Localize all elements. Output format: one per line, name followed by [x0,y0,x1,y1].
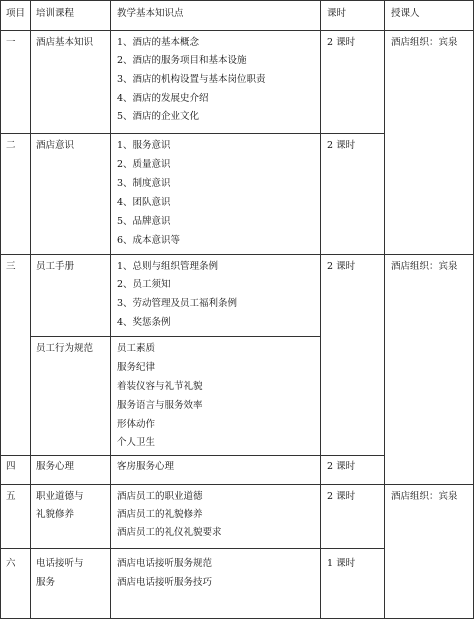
table-rule [110,0,111,619]
row-course: 酒店意识 [36,140,75,151]
row-point: 6、成本意识等 [117,235,181,246]
row-point: 2、酒店的服务项目和基本设施 [117,55,247,66]
row-course: 酒店基本知识 [36,37,94,48]
table-rule [0,133,385,134]
row-point: 4、团队意识 [117,197,171,208]
row-item: 一 [6,37,16,48]
table-rule [30,336,321,337]
table-rule [0,455,385,456]
row-item: 五 [6,491,16,502]
header-hours: 课时 [327,8,347,19]
row-point: 3、制度意识 [117,178,171,189]
table-rule [30,0,31,619]
table-rule [0,0,474,1]
row-point: 酒店员工的礼貌修养 [117,509,203,520]
row-point: 5、品牌意识 [117,216,171,227]
row-point: 服务纪律 [117,362,156,373]
header-teacher: 授课人 [391,8,420,19]
table-rule [0,254,474,255]
table-rule [0,30,474,31]
row-item: 六 [6,558,16,569]
row-point: 酒店电话接听服务技巧 [117,577,213,588]
row-point: 着装仪容与礼节礼貌 [117,381,203,392]
row-hours: 2 课时 [327,261,356,272]
row-point: 2、质量意识 [117,159,171,170]
row-point: 3、酒店的机构设置与基本岗位职责 [117,74,266,85]
row-point: 4、奖惩条例 [117,317,171,328]
row-teacher: 酒店组织：宾泉 [391,491,458,502]
header-points: 教学基本知识点 [117,8,184,19]
table-rule [0,548,385,549]
row-course: 员工手册 [36,261,75,272]
row-point: 酒店员工的职业道德 [117,491,203,502]
row-point: 1、服务意识 [117,140,171,151]
row-hours: 2 课时 [327,37,356,48]
row-course: 服务心理 [36,461,75,472]
row-point: 1、总则与组织管理条例 [117,261,219,272]
row-item: 四 [6,461,16,472]
row-hours: 2 课时 [327,491,356,502]
row-point: 4、酒店的发展史介绍 [117,93,209,104]
row-item: 三 [6,261,16,272]
row-point: 形体动作 [117,419,156,430]
row-point: 5、酒店的企业文化 [117,111,200,122]
row-point: 员工素质 [117,343,156,354]
header-course: 培训课程 [36,8,75,19]
row-course: 服务 [36,577,56,588]
row-course: 职业道德与 [36,491,84,502]
row-point: 酒店员工的礼仪礼貌要求 [117,527,222,538]
row-hours: 2 课时 [327,140,356,151]
row-course: 电话接听与 [36,558,84,569]
row-item: 二 [6,140,16,151]
table-rule [384,0,385,619]
row-point: 3、劳动管理及员工福利条例 [117,298,238,309]
row-hours: 2 课时 [327,461,356,472]
table-rule [0,484,474,485]
row-point: 1、酒店的基本概念 [117,37,200,48]
row-point: 客房服务心理 [117,461,175,472]
row-teacher: 酒店组织：宾泉 [391,261,458,272]
table-rule [320,0,321,619]
row-point: 个人卫生 [117,437,156,448]
header-item: 项目 [6,8,26,19]
row-point: 服务语言与服务效率 [117,400,203,411]
row-point: 酒店电话接听服务规范 [117,558,213,569]
row-course: 员工行为规范 [36,343,94,354]
row-teacher: 酒店组织：宾泉 [391,37,458,48]
row-hours: 1 课时 [327,558,356,569]
row-course: 礼貌修养 [36,509,75,520]
row-point: 2、员工须知 [117,279,171,290]
table-rule [0,0,1,619]
